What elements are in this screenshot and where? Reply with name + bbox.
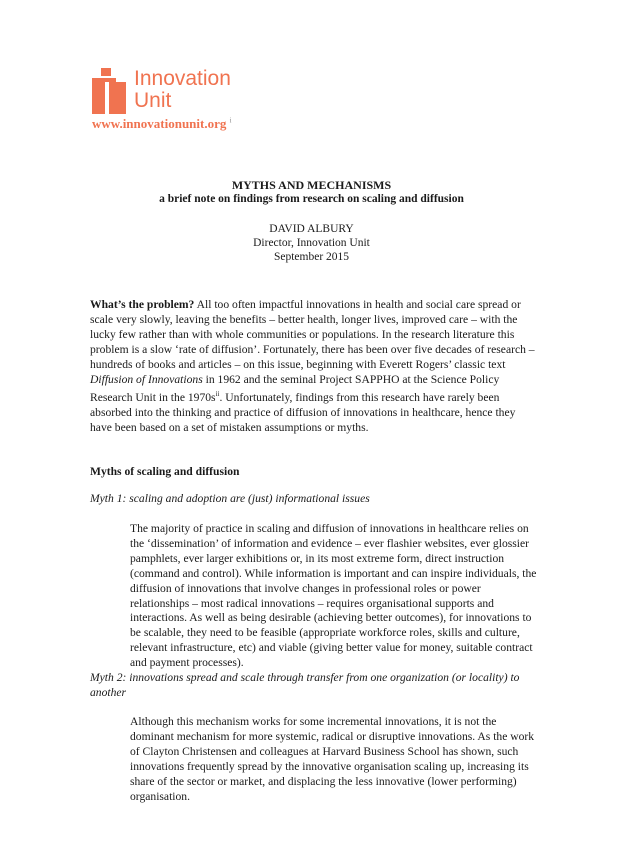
intro-text-c: . Unfortunately, findings from this research have rarely been absorbed into the thinking and practice of diffusion of innovations in healthcare, hence they have been based on a set of mistaken assumptions or myths.	[90, 391, 516, 435]
document-date: September 2015	[273, 251, 350, 263]
myth-2-paragraph: Although this mechanism works for some incremental innovations, it is not the dominant mechanism for more systemic, radical or disruptive innovations. As the work of Clayton Christensen and colleagues at Harvard Business School has shown, such innovations frequently spread by the innovative organisation scaling up, increasing its share of the sector or market, and displacing the less innovative (lower performing) organisation.	[130, 715, 535, 803]
author-block	[0, 222, 623, 264]
logo-name-line2: Unit	[134, 89, 172, 112]
innovation-unit-logo-icon	[92, 68, 126, 114]
website-link[interactable]: www.innovationunit.org	[92, 116, 227, 131]
intro-text-b: in 1962 and the seminal Project SAPPHO at the Science Policy Research Unit in the 1970s	[90, 372, 500, 405]
logo-url[interactable]	[92, 116, 232, 132]
author-name: DAVID ALBURY	[269, 223, 354, 235]
book-title: Diffusion of Innovations	[90, 372, 203, 386]
intro-lead: What’s the problem?	[90, 298, 195, 311]
myth-2-heading: Myth 2: innovations spread and scale through transfer from one organization (or locality) to another	[90, 671, 520, 699]
intro-paragraph	[90, 298, 540, 436]
intro-text-a: All too often impactful innovations in health and social care spread or scale very slowly, leaving the benefits – better health, longer lives, improved care – with the lucky few rather than with whole communities or populations. In the research literature this problem is a slow ‘rate of diffusion’. Fortunately, there has been over five decades of research – hundreds of books and articles – on this issue, beginning with Everett Rogers’ classic text	[90, 298, 535, 371]
section-heading: Myths of scaling and diffusion	[90, 465, 240, 478]
footnote-marker-i: i	[229, 116, 232, 125]
myth-1-paragraph: The majority of practice in scaling and diffusion of innovations in healthcare relies on the ‘dissemination’ of information and evidence – ever flashier websites, ever glossier pamphlets, ever larger exhibitions or, in its most extreme form, direct instruction (command and control). While information is important and can inspire individuals, the diffusion of innovations that involve changes in professional roles or power relationships – most radical innovations – requires organisational supports and interactions. As well as being desirable (achieving better outcomes), for innovations to be scalable, they need to be feasible (appropriate workforce roles, skills and culture, relevant infrastructure, etc) and viable (giving better value for money, suitable contract and payment processes).	[130, 522, 537, 670]
logo-wordmark	[134, 68, 231, 112]
innovation-unit-logo	[92, 67, 292, 131]
document-subtitle: a brief note on findings from research on scaling and diffusion	[159, 193, 464, 205]
myth-1-heading: Myth 1: scaling and adoption are (just) informational issues	[90, 492, 370, 505]
document-title: MYTHS AND MECHANISMS	[231, 178, 392, 192]
footnote-marker-ii: ii	[215, 390, 220, 399]
author-role: Director, Innovation Unit	[253, 237, 370, 249]
logo-name-line1: Innovation	[134, 67, 231, 90]
